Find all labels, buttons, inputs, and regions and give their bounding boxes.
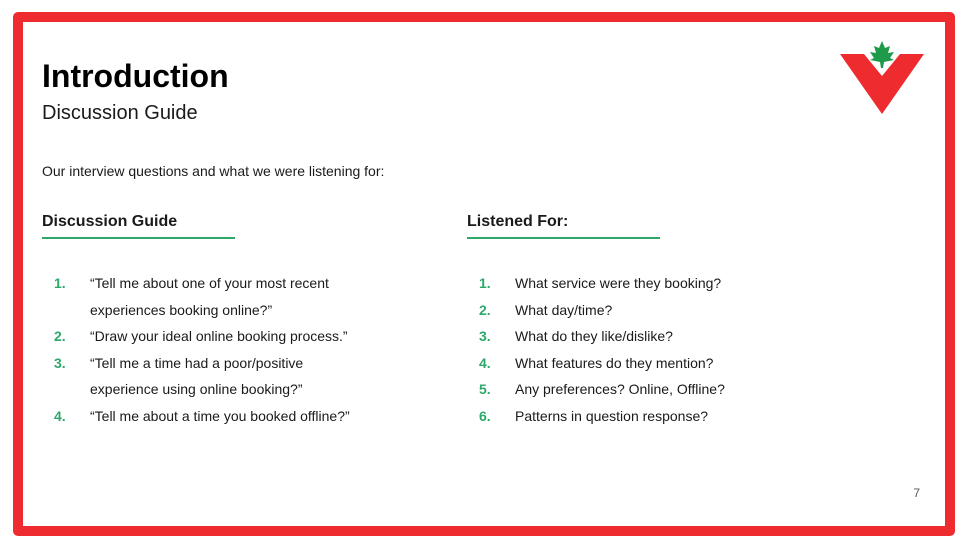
list-item bbox=[467, 350, 827, 377]
list-item-number: 4. bbox=[54, 407, 66, 424]
maple-leaf-triangle-logo-icon bbox=[838, 38, 926, 118]
list-item-text: What day/time? bbox=[515, 301, 613, 318]
list-item-number: 2. bbox=[54, 328, 66, 344]
slide-subtitle: Discussion Guide bbox=[42, 102, 198, 124]
listened-for-list bbox=[467, 270, 827, 429]
page-number: 7 bbox=[913, 486, 920, 500]
intro-text: Our interview questions and what we were listening for: bbox=[42, 163, 385, 179]
list-item bbox=[467, 270, 827, 297]
list-item-text: “Tell me a time had a poor/positive experience using online booking?” bbox=[90, 354, 304, 397]
list-item-number: 4. bbox=[479, 354, 491, 371]
list-item bbox=[467, 297, 827, 324]
list-item-number: 3. bbox=[54, 354, 66, 371]
list-item bbox=[42, 323, 382, 350]
listened-for-underline bbox=[467, 237, 660, 239]
list-item-text: What service were they booking? bbox=[515, 275, 722, 291]
list-item-number: 1. bbox=[479, 275, 491, 291]
list-item-number: 1. bbox=[54, 275, 66, 291]
list-item-number: 2. bbox=[479, 301, 491, 318]
list-item-text: Patterns in question response? bbox=[515, 407, 709, 424]
list-item-text: “Tell me about one of your most recent experiences booking online?” bbox=[90, 275, 329, 318]
list-item-text: “Draw your ideal online booking process.” bbox=[90, 328, 348, 344]
list-item bbox=[42, 403, 382, 430]
discussion-guide-list bbox=[42, 270, 382, 429]
discussion-guide-heading: Discussion Guide bbox=[42, 213, 178, 230]
listened-for-heading: Listened For: bbox=[467, 213, 569, 230]
slide-title: Introduction bbox=[42, 58, 229, 94]
discussion-guide-underline bbox=[42, 237, 235, 239]
list-item bbox=[467, 403, 827, 430]
list-item-text: Any preferences? Online, Offline? bbox=[515, 381, 725, 397]
list-item bbox=[42, 350, 382, 403]
list-item-text: What features do they mention? bbox=[515, 354, 714, 371]
list-item-number: 3. bbox=[479, 328, 491, 344]
list-item-text: “Tell me about a time you booked offline?” bbox=[90, 407, 350, 424]
list-item bbox=[467, 376, 827, 403]
list-item bbox=[42, 270, 382, 323]
list-item-text: What do they like/dislike? bbox=[515, 328, 673, 344]
list-item bbox=[467, 323, 827, 350]
list-item-number: 6. bbox=[479, 407, 491, 424]
list-item-number: 5. bbox=[479, 381, 491, 397]
